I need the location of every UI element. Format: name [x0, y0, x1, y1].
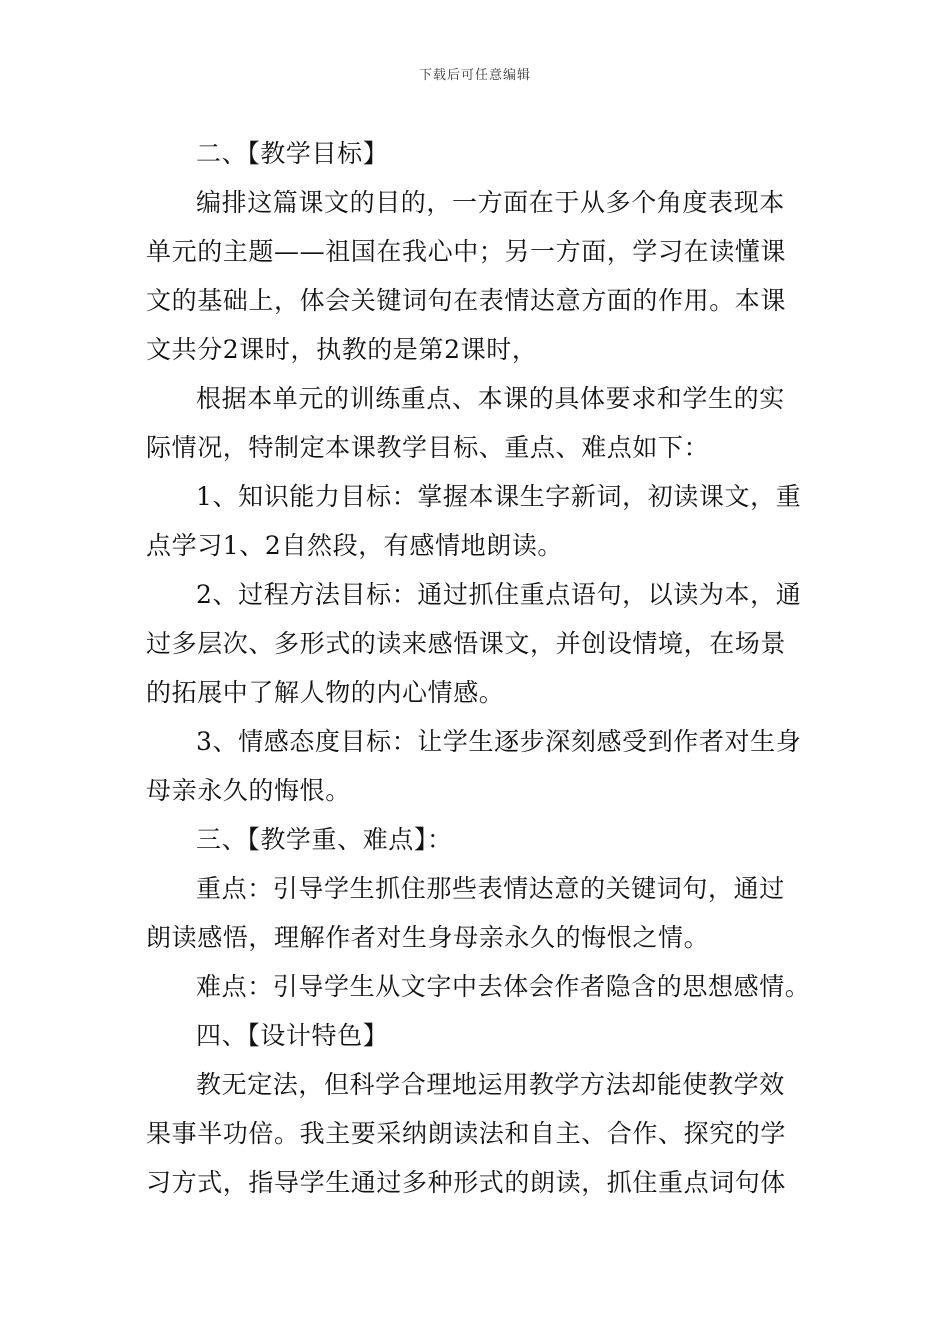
- text-line: 际情况，特制定本课教学目标、重点、难点如下：: [146, 433, 710, 462]
- section-heading-objectives: [146, 129, 808, 178]
- text-line: 果事半功倍。我主要采纳朗读法和自主、合作、探究的学: [146, 1119, 787, 1148]
- paragraph-purpose: [146, 178, 808, 374]
- paragraph-objective-1: [146, 472, 808, 570]
- text-line: 根据本单元的训练重点、本课的具体要求和学生的实: [196, 384, 785, 413]
- text-line: 3、情感态度目标：让学生逐步深刻感受到作者对生身: [196, 727, 802, 756]
- text-line: 1、知识能力目标：掌握本课生字新词，初读课文，重: [196, 482, 802, 511]
- text-line: 点学习1、2自然段，有感情地朗读。: [146, 531, 564, 560]
- text-line: 文的基础上，体会关键词句在表情达意方面的作用。本课: [146, 286, 787, 315]
- paragraph-objective-3: [146, 717, 808, 815]
- text-line: 三、【教学重、难点】：: [196, 825, 453, 854]
- page-header: 下载后可任意编辑: [418, 68, 531, 83]
- section-heading-design: [146, 1011, 808, 1060]
- text-line: 难点：引导学生从文字中去体会作者隐含的思想感情。: [196, 972, 811, 1001]
- text-line: 过多层次、多形式的读来感悟课文，并创设情境，在场景: [146, 629, 787, 658]
- text-line: 的拓展中了解人物的内心情感。: [146, 678, 505, 707]
- paragraph-key-point: [146, 864, 808, 962]
- text-line: 习方式，指导学生通过多种形式的朗读，抓住重点词句体: [146, 1168, 787, 1197]
- text-line: 文共分2课时，执教的是第2课时，: [146, 335, 538, 364]
- text-line: 编排这篇课文的目的，一方面在于从多个角度表现本: [196, 188, 785, 217]
- text-line: 2、过程方法目标：通过抓住重点语句，以读为本，通: [196, 580, 802, 609]
- text-line: 母亲永久的悔恨。: [146, 776, 351, 805]
- text-line: 四、【设计特色】: [196, 1021, 389, 1050]
- paragraph-basis: [146, 374, 808, 472]
- paragraph-objective-2: [146, 570, 808, 717]
- text-line: 重点：引导学生抓住那些表情达意的关键词句，通过: [196, 874, 785, 903]
- section-heading-key-points: [146, 815, 808, 864]
- paragraph-design: [146, 1060, 808, 1207]
- text-line: 教无定法，但科学合理地运用教学方法却能使教学效: [196, 1070, 785, 1099]
- paragraph-difficult-point: [146, 962, 811, 1011]
- text-line: 二、【教学目标】: [196, 139, 389, 168]
- document-body: [146, 129, 811, 1207]
- text-line: 朗读感悟，理解作者对生身母亲永久的悔恨之情。: [146, 923, 710, 952]
- text-line: 单元的主题——祖国在我心中；另一方面，学习在读懂课: [146, 237, 787, 266]
